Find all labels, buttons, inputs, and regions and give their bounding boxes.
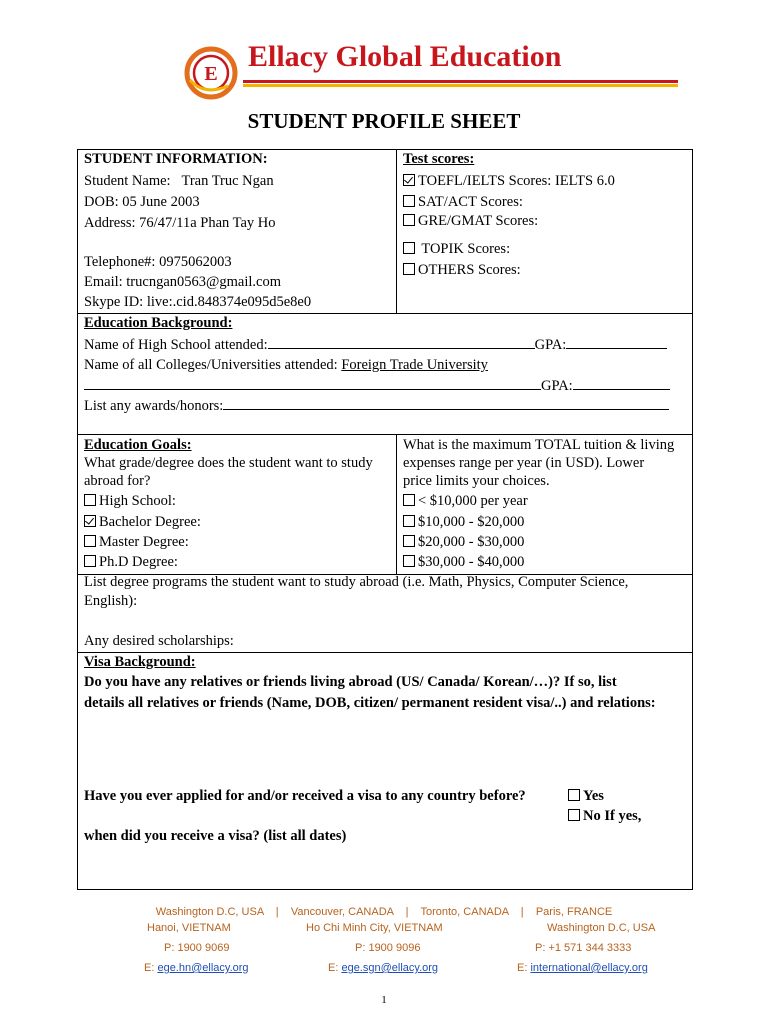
score-item-topik[interactable] [403,240,510,258]
email-prefix: E: [328,962,342,974]
degree-question-line1: What grade/degree does the student want to study [84,455,373,471]
colleges-input[interactable] [341,356,667,374]
tuition-label: $10,000 - $20,000 [418,514,525,530]
visa-yes-label: Yes [583,788,604,804]
checkbox-icon[interactable] [568,809,580,821]
checkbox-icon[interactable] [84,494,96,506]
checkbox-icon[interactable] [403,242,415,254]
student-info-heading: STUDENT INFORMATION: [84,151,268,167]
visa-dates-question: when did you receive a visa? (list all dates) [84,828,347,844]
education-goals-heading: Education Goals: [84,437,192,453]
tuition-label: $30,000 - $40,000 [418,554,525,570]
tuition-option-4[interactable] [403,553,524,571]
brand-name: Ellacy Global Education [248,40,562,73]
divider [78,434,692,435]
score-label: SAT/ACT Scores: [418,194,523,210]
high-school-label: Name of High School attended: [84,337,268,353]
programs-line1: List degree programs the student want to study abroad (i.e. Math, Physics, Computer Science, [84,574,629,590]
student-name-row [84,172,274,190]
student-name-value[interactable]: Tran Truc Ngan [181,173,274,189]
awards-label: List any awards/honors: [84,398,224,414]
scholarships-label: Any desired scholarships: [84,633,234,649]
checkbox-checked-icon[interactable] [84,515,96,527]
gpa-input[interactable] [566,335,667,349]
tuition-option-2[interactable] [403,513,524,531]
relatives-question-line1: Do you have any relatives or friends living abroad (US/ Canada/ Korean/…)? If so, list [84,674,617,690]
checkbox-icon[interactable] [84,555,96,567]
email-prefix: E: [517,962,531,974]
student-name-label: Student Name: [84,173,171,189]
logo-letter: E [204,63,218,85]
score-label: GRE/GMAT Scores: [418,213,539,229]
profile-form [77,149,693,890]
programs-line2: English): [84,593,138,609]
education-background-heading: Education Background: [84,315,233,331]
tuition-question-line3: price limits your choices. [403,473,550,489]
visa-background-heading: Visa Background: [84,654,196,670]
email-link-international[interactable]: international@ellacy.org [530,962,648,974]
colleges-gpa-row [84,376,670,395]
visa-yes-option[interactable] [568,787,604,805]
telephone-field[interactable]: Telephone#: 0975062003 [84,254,232,270]
degree-label: Bachelor Degree: [99,514,201,530]
score-item-gre[interactable] [403,212,538,230]
degree-option-phd[interactable] [84,553,178,571]
email-prefix: E: [144,962,158,974]
email-link-hcmc[interactable]: ege.sgn@ellacy.org [341,962,439,974]
checkbox-icon[interactable] [403,555,415,567]
footer-phone-hcmc: P: 1900 9096 [355,942,421,954]
score-label: OTHERS Scores: [418,262,521,278]
dob-field[interactable]: DOB: 05 June 2003 [84,194,200,210]
checkbox-icon[interactable] [403,515,415,527]
footer-phone-dc: P: +1 571 344 3333 [535,942,632,954]
footer-cities: Washington D.C, USA | Vancouver, CANADA | Toronto, CANADA | Paris, FRANCE [155,906,613,918]
degree-option-master[interactable] [84,533,189,551]
degree-label: Master Degree: [99,534,189,550]
footer-email-hcmc-row [328,962,438,974]
degree-question-line2: abroad for? [84,473,151,489]
gpa-label: GPA: [534,337,567,353]
tuition-question-line1: What is the maximum TOTAL tuition & living [403,437,675,453]
tuition-option-3[interactable] [403,533,524,551]
test-scores-heading: Test scores: [403,151,475,167]
high-school-input[interactable] [268,335,535,349]
gpa-label: GPA: [541,378,573,394]
colleges-label: Name of all Colleges/Universities attended: [84,357,338,373]
visa-no-label: No If yes, [583,808,642,824]
address-field[interactable]: Address: 76/47/11a Phan Tay Ho [84,215,276,231]
footer-phone-hanoi: P: 1900 9069 [164,942,230,954]
visa-applied-question: Have you ever applied for and/or received a visa to any country before? [84,788,526,804]
footer-city-dc: Washington D.C, USA [547,922,656,934]
ellacy-logo-icon [184,46,238,100]
score-label: TOEFL/IELTS Scores: IELTS 6.0 [418,173,615,189]
checkbox-icon[interactable] [403,494,415,506]
footer-email-hanoi-row [144,962,249,974]
divider [396,434,397,574]
page-title: STUDENT PROFILE SHEET [247,109,521,133]
tuition-label: $20,000 - $30,000 [418,534,525,550]
header-rule-yellow [243,84,678,87]
degree-option-high-school[interactable] [84,492,176,510]
checkbox-icon[interactable] [568,789,580,801]
footer-email-dc-row [517,962,648,974]
score-item-sat[interactable] [403,193,523,211]
header-rule-red [243,80,678,83]
skype-field[interactable]: Skype ID: live:.cid.848374e095d5e8e0 [84,294,312,310]
high-school-row [84,335,667,354]
checkbox-icon[interactable] [84,535,96,547]
checkbox-icon[interactable] [403,263,415,275]
tuition-label: < $10,000 per year [418,493,528,509]
checkbox-checked-icon[interactable] [403,174,415,186]
awards-input[interactable] [223,396,669,410]
colleges-value: Foreign Trade University [341,357,488,373]
degree-label: Ph.D Degree: [99,554,178,570]
degree-label: High School: [99,493,176,509]
score-label: TOPIK Scores: [418,241,511,257]
visa-no-option[interactable] [568,807,641,825]
score-item-toefl[interactable] [403,172,615,190]
relatives-question-line2: details all relatives or friends (Name, DOB, citizen/ permanent resident visa/..) and relations: [84,695,656,711]
score-item-others[interactable] [403,261,521,279]
degree-option-bachelor[interactable] [84,513,201,531]
footer-city-hanoi: Hanoi, VIETNAM [147,922,231,934]
checkbox-icon[interactable] [403,195,415,207]
email-field[interactable]: Email: trucngan0563@gmail.com [84,274,281,290]
awards-row [84,396,669,415]
footer-city-hcmc: Ho Chi Minh City, VIETNAM [306,922,443,934]
gpa-input[interactable] [573,376,670,390]
colleges-row [84,356,667,374]
tuition-option-1[interactable] [403,492,528,510]
page-number: 1 [381,994,387,1006]
checkbox-icon[interactable] [403,535,415,547]
colleges-continued-input[interactable] [84,376,541,390]
divider [396,150,397,313]
email-link-hanoi[interactable]: ege.hn@ellacy.org [157,962,249,974]
checkbox-icon[interactable] [403,214,415,226]
tuition-question-line2: expenses range per year (in USD). Lower [403,455,645,471]
